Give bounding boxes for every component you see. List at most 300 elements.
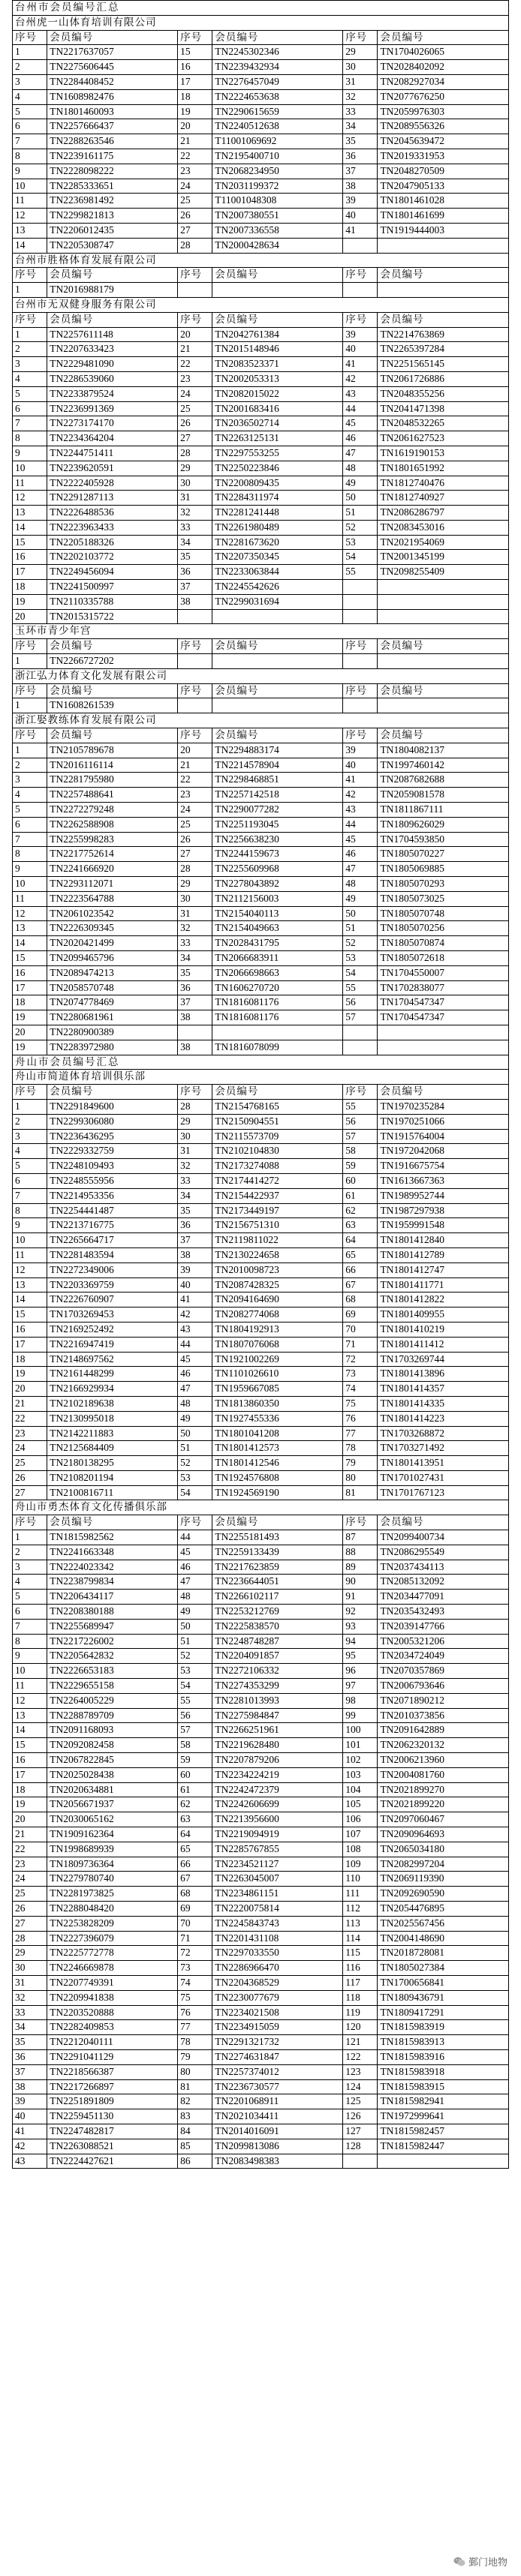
seq-cell: 57 [343, 1010, 378, 1025]
seq-cell: 31 [178, 906, 212, 921]
seq-cell: 43 [178, 1322, 212, 1337]
seq-cell: 92 [343, 1605, 378, 1620]
seq-cell [178, 283, 212, 298]
seq-cell: 23 [178, 371, 212, 386]
seq-cell: 79 [343, 1456, 378, 1471]
seq-header: 序号 [178, 683, 212, 698]
member-id-cell: TN2229332759 [47, 1144, 178, 1159]
member-id-cell: TN2142211883 [47, 1426, 178, 1441]
member-id-cell: TN1608261539 [47, 698, 178, 713]
member-id-cell: TN2130224658 [212, 1247, 343, 1262]
table-row [13, 119, 509, 134]
seq-cell: 78 [343, 1441, 378, 1456]
member-id-cell: TN1805027384 [378, 1961, 509, 1976]
member-id-cell: TN2087682688 [378, 773, 509, 788]
member-id-cell: TN2263088521 [47, 2139, 178, 2154]
seq-cell: 96 [343, 1664, 378, 1679]
seq-cell: 37 [178, 995, 212, 1010]
member-table [12, 0, 509, 2169]
member-id-cell: TN2213716775 [47, 1218, 178, 1233]
seq-header: 序号 [178, 1515, 212, 1530]
seq-cell: 7 [13, 1188, 47, 1203]
member-id-header: 会员编号 [378, 312, 509, 327]
seq-cell: 47 [343, 862, 378, 877]
seq-header: 序号 [178, 639, 212, 654]
member-id-cell: TN2226309345 [47, 921, 178, 936]
seq-cell: 39 [13, 2094, 47, 2109]
member-id-cell: TN1804082137 [378, 743, 509, 758]
member-id-cell: TN2201431108 [212, 1931, 343, 1946]
member-id-cell: TN1805070256 [378, 921, 509, 936]
column-header-row [13, 1515, 509, 1530]
seq-cell: 29 [178, 877, 212, 892]
member-id-cell: TN2279780740 [47, 1872, 178, 1887]
member-id-cell: TN1703271492 [378, 1441, 509, 1456]
member-id-cell: TN2259133439 [212, 1545, 343, 1560]
table-row [13, 1693, 509, 1708]
member-table-body [13, 1, 509, 2169]
seq-cell [343, 1040, 378, 1055]
column-header-row [13, 639, 509, 654]
member-id-cell: TN2047905133 [378, 179, 509, 194]
seq-cell: 10 [13, 1664, 47, 1679]
member-id-cell: TN2030065162 [47, 1812, 178, 1827]
seq-cell: 16 [13, 1753, 47, 1768]
seq-cell: 59 [343, 1159, 378, 1174]
seq-cell: 54 [343, 965, 378, 980]
seq-cell: 30 [178, 891, 212, 906]
member-id-cell: TN1998689939 [47, 1842, 178, 1857]
member-id-cell: TN1815982562 [47, 1530, 178, 1545]
table-row [13, 565, 509, 580]
club-name: 舟山市勇杰体育文化传播俱乐部 [13, 1500, 509, 1515]
seq-cell: 12 [13, 1693, 47, 1708]
seq-cell: 116 [343, 1961, 378, 1976]
member-id-cell: TN2083498383 [212, 2154, 343, 2169]
table-row [13, 2035, 509, 2050]
member-id-cell [378, 609, 509, 624]
seq-cell: 6 [13, 1605, 47, 1620]
seq-cell: 79 [178, 2049, 212, 2064]
seq-cell: 36 [178, 565, 212, 580]
member-id-cell: TN2265664717 [47, 1233, 178, 1248]
seq-cell: 99 [343, 1708, 378, 1723]
seq-cell: 111 [343, 1887, 378, 1902]
table-row [13, 179, 509, 194]
member-id-cell: TN1801413896 [378, 1367, 509, 1382]
member-id-cell: TN2299306080 [47, 1114, 178, 1129]
member-id-cell: TN2239161175 [47, 149, 178, 164]
table-row [13, 1218, 509, 1233]
seq-cell: 37 [343, 164, 378, 179]
seq-cell: 98 [343, 1693, 378, 1708]
seq-cell: 1 [13, 698, 47, 713]
member-id-cell: TN2166929934 [47, 1382, 178, 1397]
member-id-cell: TN1805069885 [378, 862, 509, 877]
table-row [13, 1605, 509, 1620]
seq-cell: 55 [178, 1693, 212, 1708]
table-row [13, 1456, 509, 1471]
member-id-cell: TN1801461699 [378, 209, 509, 224]
seq-header: 序号 [13, 683, 47, 698]
seq-cell: 51 [343, 506, 378, 521]
table-row [13, 194, 509, 209]
member-id-cell: TN2291849600 [47, 1099, 178, 1114]
seq-cell: 28 [13, 1931, 47, 1946]
member-id-cell: TN2254441487 [47, 1203, 178, 1218]
member-id-cell: TN2220075814 [212, 1902, 343, 1917]
seq-cell: 73 [343, 1367, 378, 1382]
member-id-cell: TN2061726886 [378, 371, 509, 386]
seq-cell: 13 [13, 1277, 47, 1293]
seq-cell: 27 [178, 847, 212, 862]
seq-cell: 52 [343, 520, 378, 535]
member-id-cell: TN1970235284 [378, 1099, 509, 1114]
seq-cell: 19 [178, 104, 212, 119]
member-id-cell: TN1970251066 [378, 1114, 509, 1129]
member-id-cell: TN2209941838 [47, 1990, 178, 2005]
member-id-cell: TN1815983913 [378, 2035, 509, 2050]
member-id-cell: TN2255609968 [212, 862, 343, 877]
member-id-cell: TN2257488641 [47, 788, 178, 803]
member-id-cell: TN2230077679 [212, 1990, 343, 2005]
seq-cell: 46 [178, 1560, 212, 1575]
seq-cell: 3 [13, 1560, 47, 1575]
member-id-cell: TN2001683416 [212, 401, 343, 416]
table-row [13, 1990, 509, 2005]
member-id-cell: TN1801460093 [47, 104, 178, 119]
member-id-cell: TN2205188326 [47, 535, 178, 550]
member-id-cell: TN2281673620 [212, 535, 343, 550]
seq-cell: 39 [178, 1262, 212, 1277]
member-id-cell: TN2156751310 [212, 1218, 343, 1233]
table-row [13, 1575, 509, 1590]
table-row [13, 1441, 509, 1456]
member-id-cell: TN2066683911 [212, 951, 343, 966]
member-id-cell: TN2290077282 [212, 803, 343, 818]
member-id-cell: TN2090964693 [378, 1827, 509, 1842]
member-id-cell: TN1703268872 [378, 1426, 509, 1441]
seq-cell: 50 [343, 491, 378, 506]
table-row [13, 134, 509, 149]
member-id-cell [378, 698, 509, 713]
club-header [13, 15, 509, 30]
column-header-row [13, 683, 509, 698]
seq-cell: 34 [178, 1188, 212, 1203]
member-id-cell: TN2007336558 [212, 223, 343, 238]
table-row [13, 1619, 509, 1634]
seq-cell: 4 [13, 788, 47, 803]
member-id-cell: TN2225772778 [47, 1946, 178, 1961]
table-row [13, 1173, 509, 1188]
seq-cell: 20 [13, 1812, 47, 1827]
member-id-header: 会员编号 [47, 1085, 178, 1100]
seq-cell: 4 [13, 89, 47, 104]
member-id-cell: TN2119811022 [212, 1233, 343, 1248]
seq-cell: 93 [343, 1619, 378, 1634]
member-id-cell: TN2244159673 [212, 847, 343, 862]
member-id-cell: TN2154040113 [212, 906, 343, 921]
table-row [13, 1262, 509, 1277]
member-id-cell: TN2222405928 [47, 476, 178, 491]
member-id-cell: T11001048308 [212, 194, 343, 209]
table-row [13, 609, 509, 624]
seq-cell: 8 [13, 847, 47, 862]
member-id-cell: TN1972042068 [378, 1144, 509, 1159]
seq-header: 序号 [178, 1085, 212, 1100]
seq-cell [343, 698, 378, 713]
member-id-cell: TN2202103772 [47, 550, 178, 565]
table-row [13, 698, 509, 713]
member-id-cell: TN2015148946 [212, 342, 343, 357]
member-id-cell: TN1804192913 [212, 1322, 343, 1337]
table-row [13, 862, 509, 877]
seq-cell: 114 [343, 1931, 378, 1946]
member-id-cell: TN2016116114 [47, 758, 178, 773]
seq-cell: 14 [13, 1723, 47, 1738]
table-row [13, 60, 509, 75]
seq-cell: 102 [343, 1753, 378, 1768]
seq-cell: 47 [178, 1575, 212, 1590]
seq-cell: 28 [178, 1099, 212, 1114]
member-id-cell: TN2034477091 [378, 1590, 509, 1605]
member-id-cell: TN2077676250 [378, 89, 509, 104]
table-row [13, 1159, 509, 1174]
member-id-cell: TN2204368529 [212, 1975, 343, 1990]
club-header [13, 297, 509, 312]
member-id-cell: TN2293112071 [47, 877, 178, 892]
member-id-cell: TN2280681961 [47, 1010, 178, 1025]
seq-cell: 20 [13, 1382, 47, 1397]
table-row [13, 164, 509, 179]
seq-cell: 10 [13, 179, 47, 194]
seq-cell: 4 [13, 371, 47, 386]
club-header [13, 1500, 509, 1515]
seq-cell: 70 [178, 1916, 212, 1931]
seq-cell: 82 [178, 2094, 212, 2109]
seq-cell: 41 [343, 223, 378, 238]
member-id-cell: TN2018728081 [378, 1946, 509, 1961]
seq-cell: 55 [343, 1099, 378, 1114]
member-id-cell: TN2262588908 [47, 817, 178, 832]
table-row [13, 1842, 509, 1857]
club-header [13, 624, 509, 639]
region-title-text: 台州市会员编号汇总 [13, 1, 509, 16]
member-id-cell [378, 2154, 509, 2169]
watermark [450, 2553, 510, 2569]
member-id-cell: TN2028431795 [212, 936, 343, 951]
member-id-cell: TN2039147766 [378, 1619, 509, 1634]
member-id-cell: TN2276457049 [212, 74, 343, 89]
member-id-cell: TN2250223846 [212, 461, 343, 476]
seq-cell: 6 [13, 119, 47, 134]
member-id-cell: TN2281795980 [47, 773, 178, 788]
seq-cell: 40 [343, 209, 378, 224]
seq-cell: 56 [343, 1114, 378, 1129]
member-id-cell: TN1815983919 [378, 2020, 509, 2035]
seq-cell: 17 [13, 1337, 47, 1352]
member-id-cell: TN2203369759 [47, 1277, 178, 1293]
member-id-cell: TN2105789678 [47, 743, 178, 758]
seq-cell: 33 [178, 520, 212, 535]
member-id-cell: TN1700656841 [378, 1975, 509, 1990]
member-id-cell: TN2203520888 [47, 2005, 178, 2020]
seq-cell: 50 [178, 1426, 212, 1441]
member-id-cell: TN2031199372 [212, 179, 343, 194]
seq-cell: 38 [178, 594, 212, 609]
table-row [13, 758, 509, 773]
seq-cell: 15 [13, 1308, 47, 1323]
table-row [13, 461, 509, 476]
member-id-cell: TN2174414272 [212, 1173, 343, 1188]
table-row [13, 1560, 509, 1575]
member-id-cell: TN1801413951 [378, 1456, 509, 1471]
member-id-cell: TN2257666437 [47, 119, 178, 134]
member-id-cell: TN2021034411 [212, 2109, 343, 2124]
member-id-cell: TN1801041208 [212, 1426, 343, 1441]
table-row [13, 1129, 509, 1144]
table-row [13, 1411, 509, 1426]
member-id-cell: TN1909162364 [47, 1827, 178, 1842]
member-id-cell: TN2086295549 [378, 1545, 509, 1560]
seq-cell: 1 [13, 45, 47, 60]
member-id-cell: TN2082015022 [212, 386, 343, 401]
member-id-cell: TN1801414223 [378, 1411, 509, 1426]
member-id-cell: TN2207879206 [212, 1753, 343, 1768]
member-id-cell: TN2257611148 [47, 327, 178, 342]
member-id-cell: TN2036502714 [212, 416, 343, 431]
table-row [13, 1010, 509, 1025]
member-id-cell: TN2089474213 [47, 965, 178, 980]
member-id-cell: TN2082927034 [378, 74, 509, 89]
table-row [13, 1367, 509, 1382]
member-id-cell: TN2059976303 [378, 104, 509, 119]
table-row [13, 2154, 509, 2169]
seq-cell: 40 [343, 342, 378, 357]
table-row [13, 1708, 509, 1723]
member-id-cell: TN2204091857 [212, 1649, 343, 1664]
table-row [13, 906, 509, 921]
seq-cell: 43 [343, 386, 378, 401]
member-id-cell: TN2229481090 [47, 357, 178, 372]
seq-cell: 62 [178, 1797, 212, 1812]
member-id-cell: TN1805072618 [378, 951, 509, 966]
member-id-cell: TN2001345199 [378, 550, 509, 565]
seq-cell: 14 [13, 936, 47, 951]
member-id-header: 会员编号 [378, 30, 509, 45]
member-id-cell: TN2259451130 [47, 2109, 178, 2124]
seq-cell: 26 [13, 1470, 47, 1485]
region-title [13, 1055, 509, 1070]
member-id-cell: TN1916675754 [378, 1159, 509, 1174]
seq-cell: 105 [343, 1797, 378, 1812]
member-id-cell: TN2014016091 [212, 2124, 343, 2139]
seq-cell: 13 [13, 223, 47, 238]
member-id-cell: TN2217752614 [47, 847, 178, 862]
seq-cell: 41 [343, 773, 378, 788]
member-id-cell: TN2091642889 [378, 1723, 509, 1738]
seq-cell: 35 [13, 2035, 47, 2050]
seq-cell: 15 [13, 951, 47, 966]
seq-cell: 22 [178, 773, 212, 788]
seq-cell: 52 [343, 936, 378, 951]
seq-cell: 110 [343, 1872, 378, 1887]
member-id-cell: TN2213956600 [212, 1812, 343, 1827]
member-id-cell: TN2263045007 [212, 1872, 343, 1887]
member-id-cell: TN1703269453 [47, 1308, 178, 1323]
seq-header: 序号 [343, 312, 378, 327]
member-id-cell: TN2245542626 [212, 580, 343, 595]
seq-cell: 60 [178, 1767, 212, 1782]
seq-cell: 26 [178, 832, 212, 847]
seq-cell: 1 [13, 1530, 47, 1545]
member-id-cell: TN2089556326 [378, 119, 509, 134]
seq-cell: 27 [178, 223, 212, 238]
seq-cell: 7 [13, 134, 47, 149]
seq-cell: 2 [13, 1114, 47, 1129]
member-id-cell: TN2248109493 [47, 1159, 178, 1174]
seq-cell: 63 [178, 1812, 212, 1827]
seq-cell: 18 [13, 995, 47, 1010]
member-id-cell: TN1801411412 [378, 1337, 509, 1352]
seq-cell: 46 [178, 1367, 212, 1382]
seq-header: 序号 [13, 1515, 47, 1530]
table-row [13, 357, 509, 372]
table-row [13, 1025, 509, 1040]
seq-cell: 39 [343, 327, 378, 342]
table-row [13, 1144, 509, 1159]
member-id-cell: TN2245302346 [212, 45, 343, 60]
table-row [13, 921, 509, 936]
table-row [13, 476, 509, 491]
seq-cell: 17 [13, 980, 47, 995]
table-row [13, 1812, 509, 1827]
seq-header: 序号 [343, 1085, 378, 1100]
seq-cell: 38 [343, 179, 378, 194]
member-id-cell: TN2239432934 [212, 60, 343, 75]
table-row [13, 1916, 509, 1931]
member-id-cell: TN2087428325 [212, 1277, 343, 1293]
member-id-cell: TN2086286797 [378, 506, 509, 521]
seq-cell: 30 [343, 60, 378, 75]
seq-cell: 3 [13, 773, 47, 788]
seq-cell: 69 [343, 1308, 378, 1323]
member-id-cell: TN2092690590 [378, 1887, 509, 1902]
member-id-cell: TN2102104830 [212, 1144, 343, 1159]
seq-cell: 8 [13, 431, 47, 446]
seq-cell: 35 [178, 1203, 212, 1218]
region-title-text: 舟山市会员编号汇总 [13, 1055, 509, 1070]
seq-cell: 50 [343, 906, 378, 921]
member-id-cell: TN2226488536 [47, 506, 178, 521]
seq-cell: 19 [13, 1040, 47, 1055]
member-id-header: 会员编号 [378, 1085, 509, 1100]
member-id-cell: TN2291321732 [212, 2035, 343, 2050]
table-row [13, 1099, 509, 1114]
member-id-cell: TN2261980489 [212, 520, 343, 535]
member-id-cell: TN1815982941 [378, 2094, 509, 2109]
seq-cell: 7 [13, 1619, 47, 1634]
seq-cell: 49 [343, 476, 378, 491]
seq-cell: 74 [178, 1975, 212, 1990]
seq-header: 序号 [343, 728, 378, 743]
table-row [13, 238, 509, 253]
member-id-cell: TN2169252492 [47, 1322, 178, 1337]
member-id-cell: TN2005321206 [378, 1634, 509, 1649]
table-row [13, 580, 509, 595]
table-row [13, 342, 509, 357]
seq-cell: 59 [178, 1753, 212, 1768]
